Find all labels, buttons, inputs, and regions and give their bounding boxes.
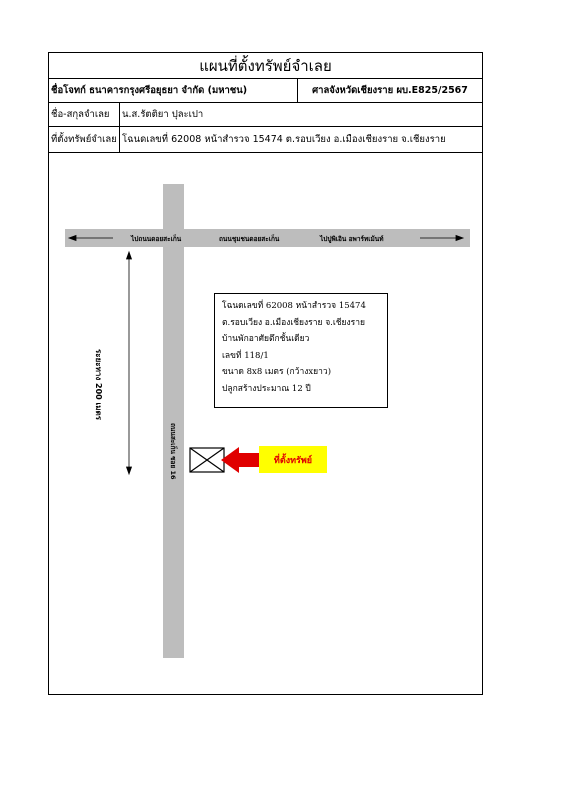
- info-line: ปลูกสร้างประมาณ 12 ปี: [222, 383, 311, 394]
- road-right-label: ไปปูพิเอิน อพาร์ทเม้นท์: [320, 235, 384, 243]
- soi-label: ถนนสะเก็น ซอย 16: [169, 423, 177, 480]
- location-label: ที่ตั้งทรัพย์จำเลย: [51, 134, 117, 145]
- info-line: โฉนดเลขที่ 62008 หน้าสำรวจ 15474: [222, 301, 366, 311]
- map-area: [49, 153, 482, 694]
- page-title: แผนที่ตั้งทรัพย์จำเลย: [49, 53, 482, 79]
- defendant-row: [49, 103, 482, 127]
- plaintiff-row: [49, 79, 482, 103]
- info-line: บ้านพักอาศัยตึกชั้นเดียว: [222, 334, 310, 344]
- location-row: [49, 127, 482, 153]
- map-arrows: [49, 153, 482, 694]
- info-line: ต.รอบเวียง อ.เมืองเชียงราย จ.เชียงราย: [222, 317, 366, 328]
- red-arrow-icon: [221, 447, 261, 473]
- road-left-label: ไปถนนดอยสะเก็น: [131, 235, 182, 243]
- property-marker-label: ที่ตั้งทรัพย์: [259, 446, 327, 473]
- property-info-box: [214, 293, 388, 408]
- location-value: โฉนดเลขที่ 62008 หน้าสำรวจ 15474 ต.รอบเวียง อ.เมืองเชียงราย จ.เชียงราย: [119, 127, 482, 152]
- plaintiff-text: ชื่อโจทก์ ธนาคารกรุงศรีอยุธยา จำกัด (มหาชน): [51, 85, 248, 96]
- defendant-label: ชื่อ-สกุลจำเลย: [51, 109, 110, 120]
- info-line: ขนาด 8x8 เมตร (กว้างxยาว): [222, 367, 332, 377]
- property-x-box: [190, 448, 224, 472]
- info-line: เลขที่ 118/1: [222, 350, 269, 361]
- court-case-text: ศาลจังหวัดเชียงราย ผบ.E825/2567: [297, 79, 482, 102]
- defendant-value: น.ส.รัตติยา ปุละเปา: [119, 103, 482, 126]
- distance-label: ระยะทาง 200 เมตร: [94, 349, 103, 421]
- road-main-label: ถนนชุมชนดอยสะเก็น: [219, 235, 280, 243]
- map-document: [48, 52, 483, 695]
